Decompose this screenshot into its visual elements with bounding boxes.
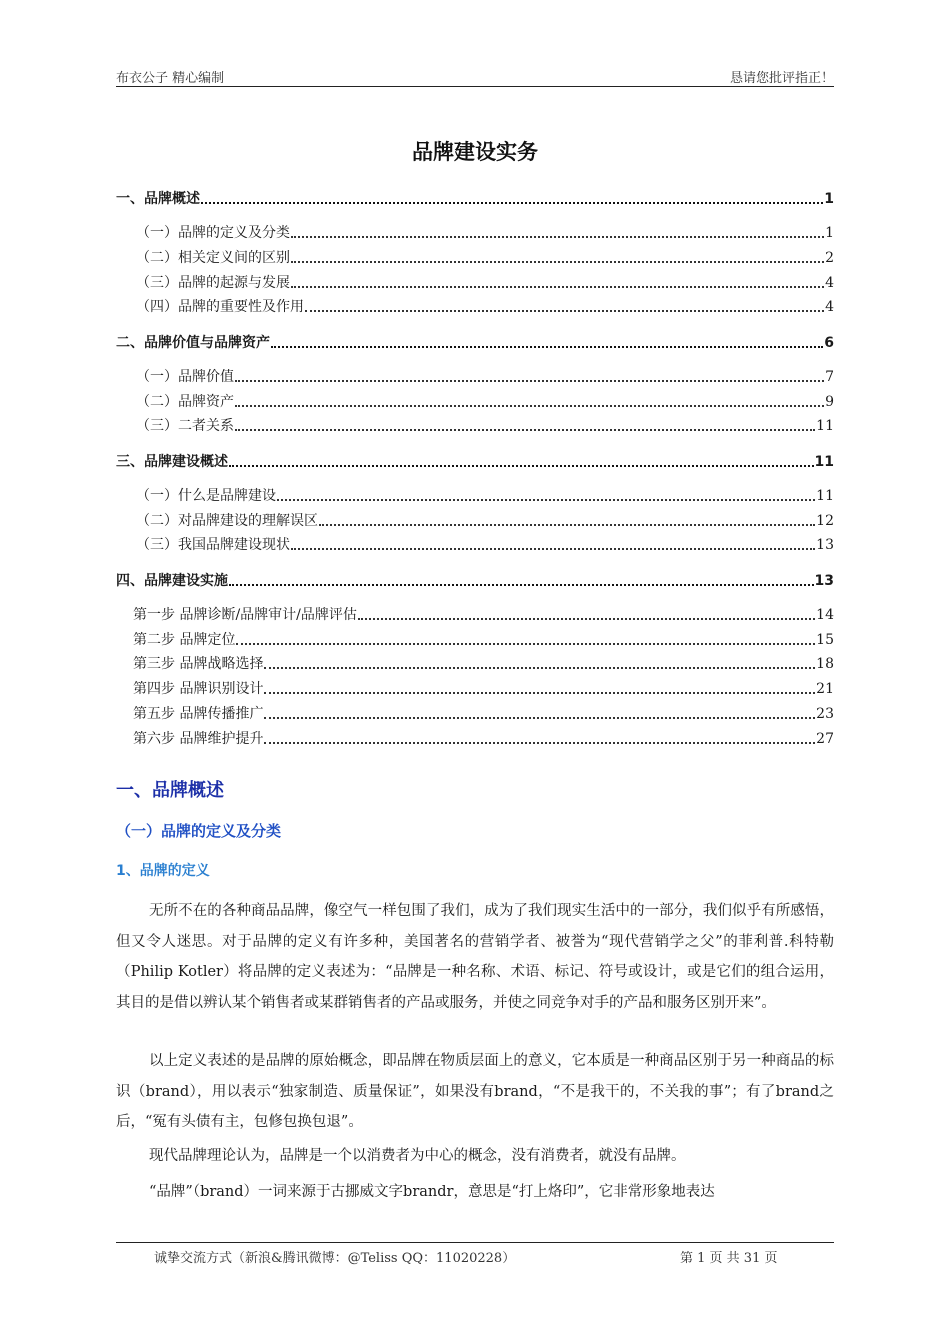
toc-entry[interactable]: （一）品牌价值 7 (136, 369, 834, 385)
section-heading-3: 1、品牌的定义 (116, 863, 210, 879)
toc-entry[interactable]: （二）相关定义间的区别 2 (136, 250, 834, 266)
toc-entry[interactable]: 一、品牌概述 1 (116, 191, 834, 207)
toc-entry[interactable]: （二）品牌资产 9 (136, 394, 834, 410)
toc-entry[interactable]: 二、品牌价值与品牌资产 6 (116, 335, 834, 351)
page-number: 第 1 页 共 31 页 (680, 1251, 778, 1266)
toc-entry[interactable]: （一）什么是品牌建设 11 (136, 488, 834, 504)
toc-entry[interactable]: 三、品牌建设概述 11 (116, 454, 834, 470)
toc-entry[interactable]: 第四步 品牌识别设计 21 (133, 681, 834, 697)
toc-entry[interactable]: （四）品牌的重要性及作用 4 (136, 299, 834, 315)
body-paragraph: 无所不在的各种商品品牌，像空气一样包围了我们，成为了我们现实生活中的一部分，我们似乎有所感悟，但又令人迷思。对于品牌的定义有许多种，美国著名的营销学者、被誉为“现代营销学之父”的菲利普.科特勒（Philip Kotler）将品牌的定义表述为：“品牌是一种名称、术语、标记、符号或设计，或是它们的组合运用，其目的是借以辨认某个销售者或某群销售者的产品或服务，并使之同竞争对手的产品和服务区别开来”。 (116, 903, 834, 1011)
toc-entry[interactable]: 第一步 品牌诊断/品牌审计/品牌评估 14 (133, 607, 834, 623)
toc-entry[interactable]: 第五步 品牌传播推广 23 (133, 706, 834, 722)
header-left-text: 布衣公子 精心编制 (116, 71, 225, 86)
toc-entry[interactable]: （二）对品牌建设的理解误区 12 (136, 513, 834, 529)
body-paragraph: 现代品牌理论认为，品牌是一个以消费者为中心的概念，没有消费者，就没有品牌。 (149, 1148, 686, 1164)
toc-entry[interactable]: 第六步 品牌维护提升 27 (133, 731, 834, 747)
toc-entry[interactable]: （一）品牌的定义及分类 1 (136, 225, 834, 241)
page-header (116, 66, 834, 87)
section-heading-2: （一）品牌的定义及分类 (116, 822, 282, 840)
body-paragraph: “品牌”（brand）一词来源于古挪威文字brandr，意思是“打上烙印”，它非常形象地表达 (149, 1184, 715, 1200)
toc-entry[interactable]: （三）品牌的起源与发展 4 (136, 275, 834, 291)
section-heading-1: 一、品牌概述 (116, 780, 224, 801)
toc-entry[interactable]: 第三步 品牌战略选择 18 (133, 656, 834, 672)
document-title: 品牌建设实务 (412, 140, 538, 164)
toc-entry[interactable]: （三）我国品牌建设现状 13 (136, 537, 834, 553)
toc-entry[interactable]: （三）二者关系 11 (136, 418, 834, 434)
toc-entry[interactable]: 四、品牌建设实施 13 (116, 573, 834, 589)
page-footer (116, 1242, 834, 1267)
footer-contact: 诚挚交流方式（新浪&腾讯微博：@Teliss QQ：11020228） (154, 1251, 516, 1266)
body-paragraph: 以上定义表述的是品牌的原始概念，即品牌在物质层面上的意义，它本质是一种商品区别于另一种商品的标识（brand），用以表示“独家制造、质量保证”，如果没有brand，“不是我干的，不关我的事”；有了brand之后，“冤有头债有主，包修包换包退”。 (116, 1053, 834, 1130)
toc-entry[interactable]: 第二步 品牌定位 15 (133, 632, 834, 648)
header-right-text: 恳请您批评指正！ (729, 71, 834, 86)
